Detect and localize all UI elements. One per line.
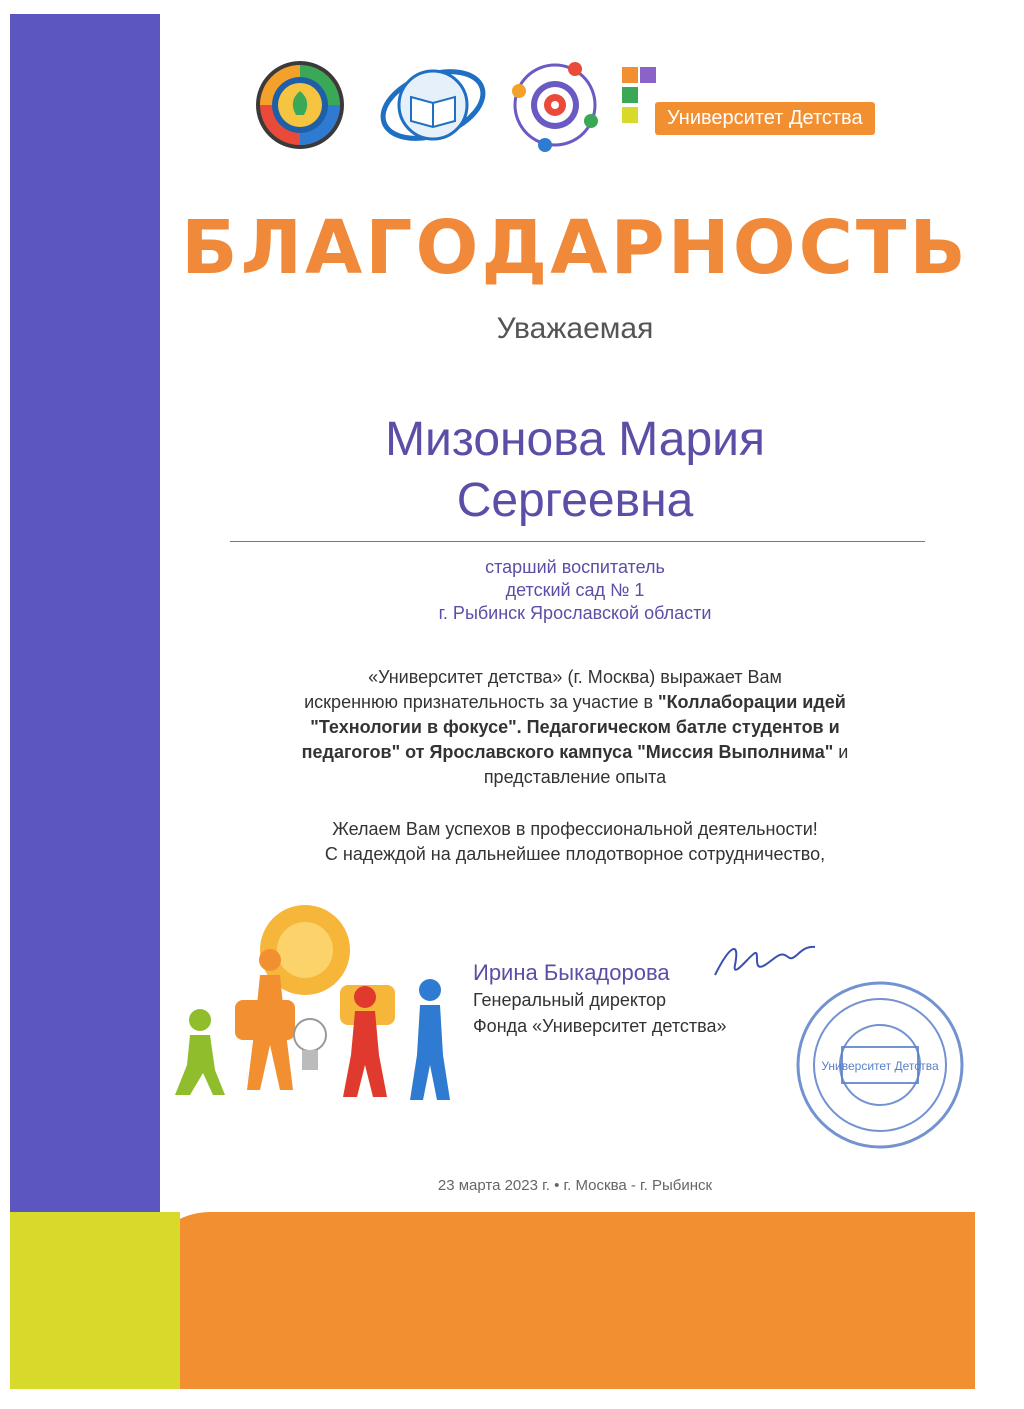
puzzle-logo-icon (620, 65, 660, 135)
body-paragraph (160, 665, 990, 790)
name-underline (230, 541, 925, 542)
recipient-position: старший воспитатель (485, 557, 665, 577)
recipient-details (160, 556, 990, 625)
logo-row (250, 55, 910, 155)
signatory-name: Ирина Быкадорова (473, 960, 670, 985)
body-line: «Университет детства» (г. Москва) выражает Вам (368, 667, 782, 687)
body-line (160, 715, 990, 740)
signatory-org: Фонда «Университет детства» (473, 1016, 727, 1036)
body-line (160, 740, 990, 765)
stamp-text: Университет Детства (821, 1059, 939, 1073)
globe-book-logo-icon (374, 59, 492, 151)
body-bold: "Коллаборации идей (658, 692, 846, 712)
bottom-yellow-band (10, 1212, 180, 1389)
body-line: представление опыта (483, 767, 667, 787)
university-badge: Университет Детства (655, 102, 875, 135)
signatory-role: Генеральный директор (473, 990, 667, 1010)
recipient-organization: детский сад № 1 (505, 580, 645, 600)
left-purple-band (10, 14, 160, 1389)
official-stamp (790, 975, 970, 1155)
salutation: Уважаемая (496, 312, 654, 345)
recipient-name-line1: Мизонова Мария (385, 413, 765, 466)
gear-logo-icon (256, 61, 344, 149)
body-bold: педагогов" от Ярославского кампуса "Миссия Выполнима" (301, 742, 834, 762)
wishes-paragraph (160, 817, 990, 867)
mission-logo-icon (512, 62, 598, 152)
body-line (160, 690, 990, 715)
person-green-icon (175, 1009, 225, 1095)
body-text: искреннюю признательность за участие в (304, 692, 659, 712)
recipient-city: г. Рыбинск Ярославской области (438, 603, 712, 623)
person-blue-icon (410, 979, 450, 1100)
certificate-title: БЛАГОДАРНОСТЬ (181, 205, 969, 291)
partner-logos (250, 55, 650, 155)
wishes-line: Желаем Вам успехов в профессиональной деятельности! (332, 819, 818, 839)
recipient-name-line2: Сергеевна (456, 474, 694, 527)
wishes-line: С надеждой на дальнейшее плодотворное сотрудничество, (324, 844, 826, 864)
body-text: и (833, 742, 849, 762)
teamwork-illustration (165, 905, 465, 1115)
footer-date-place: 23 марта 2023 г. • г. Москва - г. Рыбинск (437, 1177, 713, 1194)
bottom-orange-band (140, 1212, 975, 1389)
bulb-icon (294, 1019, 326, 1070)
body-bold: "Технологии в фокусе". Педагогическом батле студентов и (310, 717, 840, 737)
